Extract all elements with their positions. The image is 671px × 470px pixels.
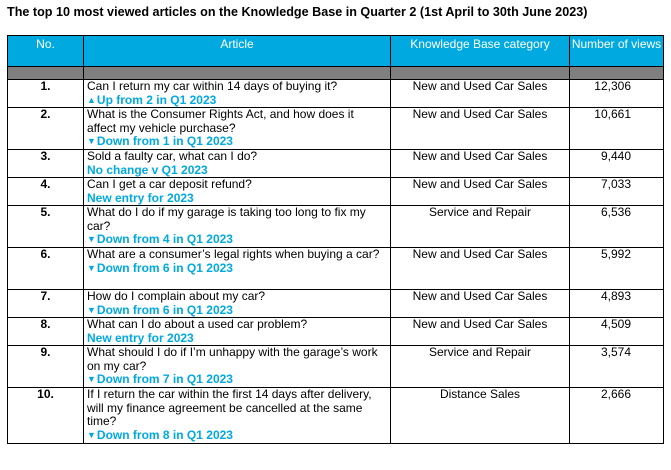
row-number: 5. xyxy=(8,206,84,248)
views-cell: 7,033 xyxy=(570,178,664,206)
article-cell xyxy=(84,388,391,444)
rank-change xyxy=(87,332,386,344)
article-title: What are a consumer’s legal rights when buying a car? xyxy=(87,247,380,261)
table-row xyxy=(8,388,664,444)
header-no: No. xyxy=(8,36,84,67)
rank-change-text: New entry for 2023 xyxy=(87,330,194,345)
table-row xyxy=(8,318,664,346)
down-arrow-icon: ▼ xyxy=(87,136,96,146)
row-number: 9. xyxy=(8,346,84,388)
header-row xyxy=(8,36,664,67)
category-cell: Service and Repair xyxy=(391,206,570,248)
header-category: Knowledge Base category xyxy=(391,36,570,67)
rank-change xyxy=(87,135,386,147)
article-cell xyxy=(84,248,391,290)
article-title: What do I do if my garage is taking too long to fix my car? xyxy=(87,205,366,233)
views-cell: 10,661 xyxy=(570,108,664,150)
table-row xyxy=(8,248,664,290)
category-cell: Service and Repair xyxy=(391,346,570,388)
article-title: How do I complain about my car? xyxy=(87,289,266,303)
row-number: 10. xyxy=(8,388,84,444)
header-band xyxy=(8,67,664,80)
views-cell: 6,536 xyxy=(570,206,664,248)
page-title: The top 10 most viewed articles on the Knowledge Base in Quarter 2 (1st April to 30th June 2023) xyxy=(7,5,588,19)
table-row xyxy=(8,80,664,108)
article-cell xyxy=(84,290,391,318)
row-number: 7. xyxy=(8,290,84,318)
rank-change xyxy=(87,429,386,441)
rank-change-text: Up from 2 in Q1 2023 xyxy=(96,92,217,107)
article-title: Can I return my car within 14 days of buying it? xyxy=(87,79,338,93)
views-cell: 4,893 xyxy=(570,290,664,318)
rank-change xyxy=(87,373,386,385)
article-title: Can I get a car deposit refund? xyxy=(87,177,252,191)
row-number: 4. xyxy=(8,178,84,206)
row-number: 8. xyxy=(8,318,84,346)
up-arrow-icon: ▲ xyxy=(87,94,96,105)
row-number: 6. xyxy=(8,248,84,290)
table-row xyxy=(8,290,664,318)
views-cell: 12,306 xyxy=(570,80,664,108)
article-cell xyxy=(84,80,391,108)
article-title: Sold a faulty car, what can I do? xyxy=(87,149,258,163)
views-cell: 5,992 xyxy=(570,248,664,290)
rank-change-text: Down from 1 in Q1 2023 xyxy=(96,134,233,148)
down-arrow-icon: ▼ xyxy=(87,374,96,384)
rank-change xyxy=(87,262,386,274)
table-row xyxy=(8,150,664,178)
article-title: If I return the car within the first 14 days after delivery, will my finance agreement be cancelled at the same time? xyxy=(87,387,372,428)
category-cell: New and Used Car Sales xyxy=(391,80,570,108)
views-cell: 4,509 xyxy=(570,318,664,346)
header-article: Article xyxy=(84,36,391,67)
down-arrow-icon: ▼ xyxy=(87,304,96,315)
row-number: 1. xyxy=(8,80,84,108)
article-cell xyxy=(84,178,391,206)
category-cell: Distance Sales xyxy=(391,388,570,444)
rank-change-text: Down from 8 in Q1 2023 xyxy=(96,427,233,442)
rank-change-text: Down from 6 in Q1 2023 xyxy=(96,302,233,317)
article-cell xyxy=(84,318,391,346)
row-number: 3. xyxy=(8,150,84,178)
article-cell xyxy=(84,108,391,150)
rank-change-text: Down from 4 in Q1 2023 xyxy=(96,232,233,246)
category-cell: New and Used Car Sales xyxy=(391,178,570,206)
article-cell xyxy=(84,206,391,248)
category-cell: New and Used Car Sales xyxy=(391,318,570,346)
views-cell: 3,574 xyxy=(570,346,664,388)
articles-table xyxy=(7,35,664,444)
rank-change xyxy=(87,233,386,245)
rank-change xyxy=(87,304,386,316)
down-arrow-icon: ▼ xyxy=(87,429,96,440)
category-cell: New and Used Car Sales xyxy=(391,150,570,178)
rank-change xyxy=(87,94,386,106)
category-cell: New and Used Car Sales xyxy=(391,248,570,290)
down-arrow-icon: ▼ xyxy=(87,262,96,273)
table-row xyxy=(8,178,664,206)
rank-change-text: No change v Q1 2023 xyxy=(87,162,208,177)
rank-change-text: New entry for 2023 xyxy=(87,190,194,205)
category-cell: New and Used Car Sales xyxy=(391,290,570,318)
down-arrow-icon: ▼ xyxy=(87,234,96,244)
article-cell xyxy=(84,150,391,178)
rank-change xyxy=(87,164,386,176)
table-row xyxy=(8,108,664,150)
table-row xyxy=(8,346,664,388)
views-cell: 9,440 xyxy=(570,150,664,178)
header-views: Number of views xyxy=(570,36,664,67)
article-title: What is the Consumer Rights Act, and how does it affect my vehicle purchase? xyxy=(87,107,354,135)
rank-change xyxy=(87,192,386,204)
article-title: What can I do about a used car problem? xyxy=(87,317,308,331)
article-cell xyxy=(84,346,391,388)
article-title: What should I do if I’m unhappy with the garage’s work on my car? xyxy=(87,345,378,373)
category-cell: New and Used Car Sales xyxy=(391,108,570,150)
table-row xyxy=(8,206,664,248)
row-number: 2. xyxy=(8,108,84,150)
views-cell: 2,666 xyxy=(570,388,664,444)
rank-change-text: Down from 6 in Q1 2023 xyxy=(96,260,233,275)
rank-change-text: Down from 7 in Q1 2023 xyxy=(96,372,233,386)
